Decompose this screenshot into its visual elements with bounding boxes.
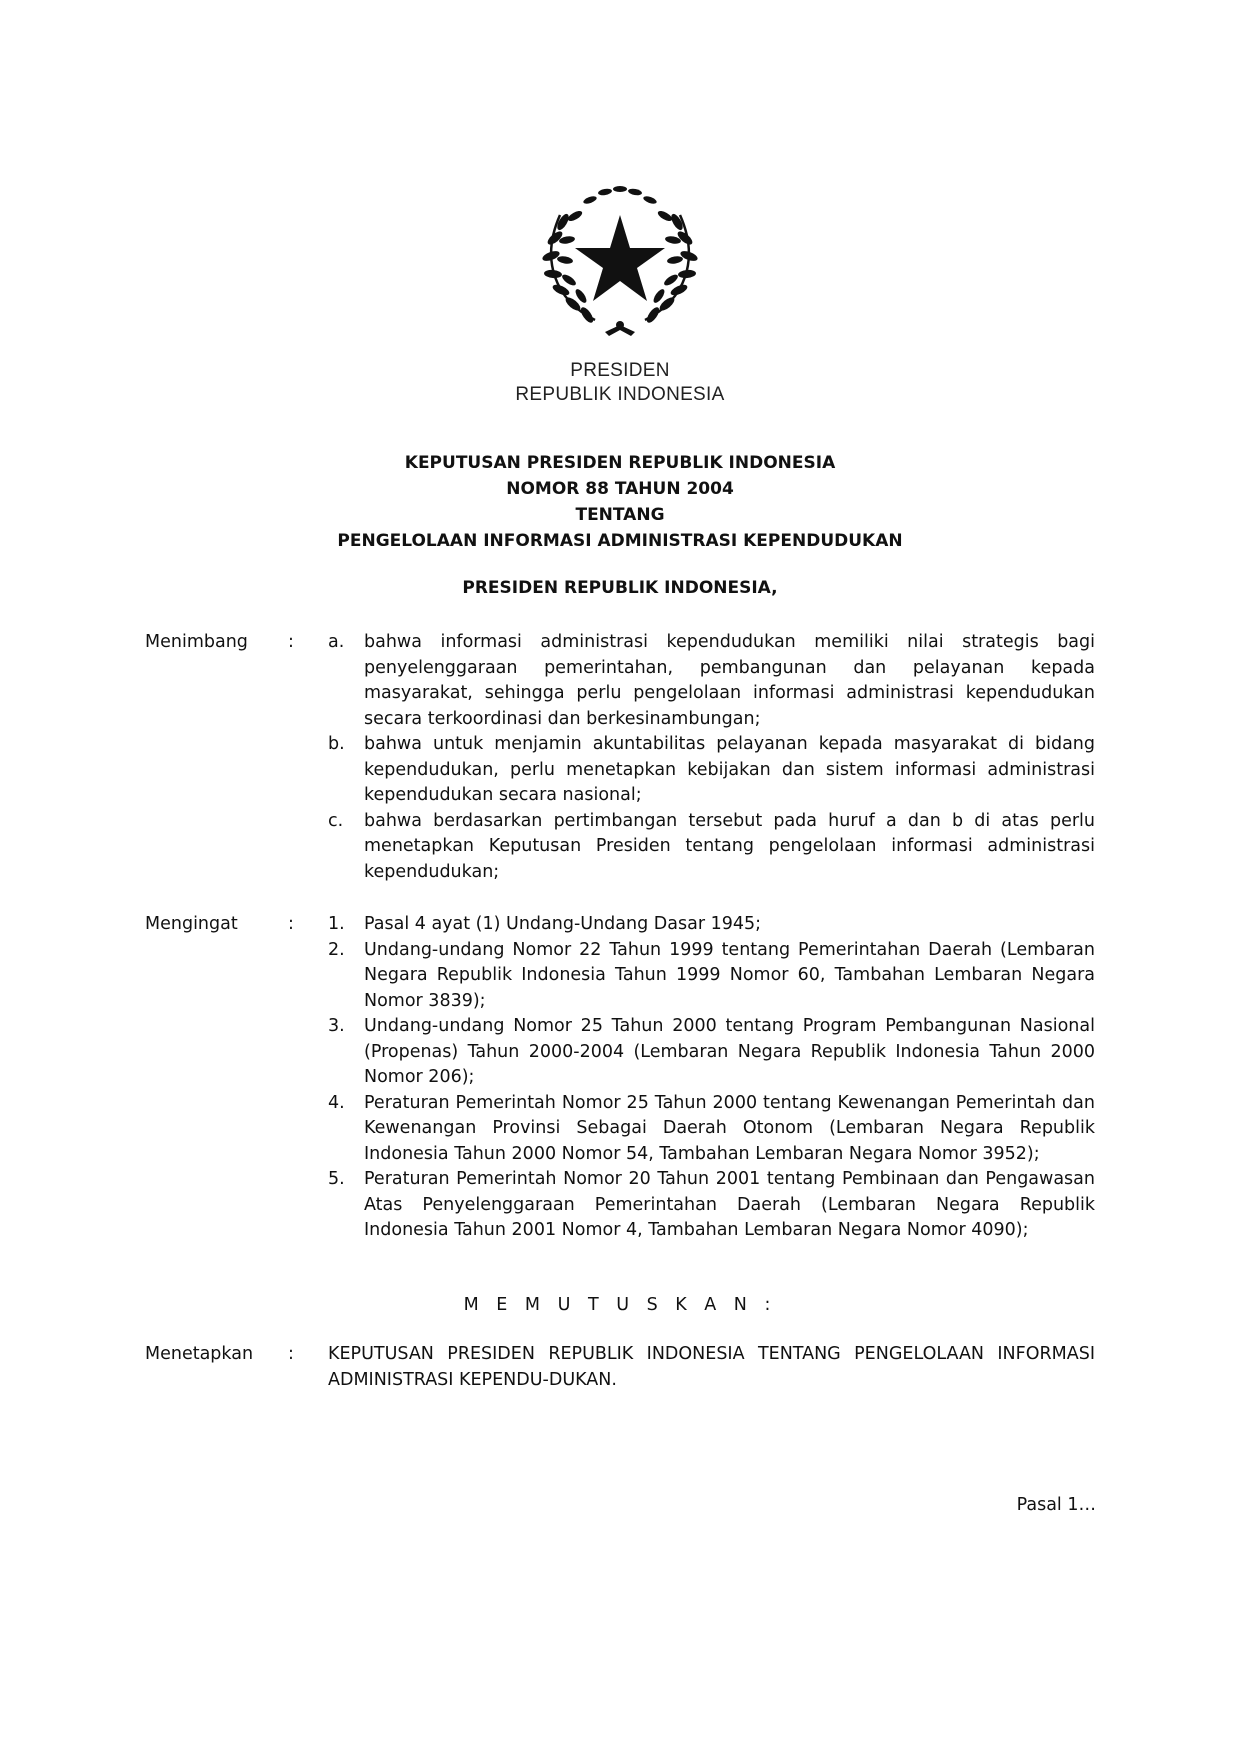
title-line: NOMOR 88 TAHUN 2004 bbox=[506, 479, 734, 499]
list-item bbox=[328, 938, 1095, 1015]
list-item bbox=[328, 1091, 1095, 1168]
presidential-seal-icon bbox=[535, 180, 705, 345]
menetapkan-section bbox=[145, 1342, 1095, 1402]
menetapkan-text: KEPUTUSAN PRESIDEN REPUBLIK INDONESIA TENTANG PENGELOLAAN INFORMASI ADMINISTRASI KEPENDU-DUKAN. bbox=[328, 1344, 1095, 1390]
list-item bbox=[328, 732, 1095, 809]
mengingat-section bbox=[145, 912, 1095, 1272]
list-item bbox=[328, 630, 1095, 732]
item-text: Peraturan Pemerintah Nomor 25 Tahun 2000 tentang Kewenangan Pemerintah dan Kewenangan Provinsi Sebagai Daerah Otonom (Lembaran Negara Republik Indonesia Tahun 2000 Nomor 54, Tambahan Lembaran Negara Nomor 3952); bbox=[364, 1092, 1095, 1164]
opening-line: PRESIDEN REPUBLIK INDONESIA, bbox=[462, 578, 778, 598]
item-text: bahwa berdasarkan pertimbangan tersebut pada huruf a dan b di atas perlu menetapkan Keputusan Presiden tentang pengelolaan informasi administrasi kependudukan; bbox=[364, 810, 1095, 882]
section-label: Menimbang bbox=[145, 632, 248, 652]
item-marker: b. bbox=[328, 734, 345, 754]
section-colon: : bbox=[288, 1344, 294, 1364]
title-line: KEPUTUSAN PRESIDEN REPUBLIK INDONESIA bbox=[404, 453, 836, 473]
item-text: bahwa informasi administrasi kependudukan memiliki nilai strategis bagi penyelenggaraan pemerintahan, pembangunan dan pelayanan kepada masyarakat, sehingga perlu pengelolaan informasi administrasi kependudukan secara terkoordinasi dan berkesinambungan; bbox=[364, 632, 1095, 729]
item-marker: 5. bbox=[328, 1169, 345, 1189]
section-body bbox=[328, 630, 1095, 885]
list-item bbox=[328, 1167, 1095, 1244]
item-text: Undang-undang Nomor 25 Tahun 2000 tentang Program Pembangunan Nasional (Propenas) Tahun 2000-2004 (Lembaran Negara Republik Indonesia Tahun 2000 Nomor 206); bbox=[364, 1016, 1095, 1087]
section-label: Mengingat bbox=[145, 914, 238, 934]
menimbang-section bbox=[145, 630, 1095, 890]
item-marker: 1. bbox=[328, 914, 345, 934]
list-item bbox=[328, 809, 1095, 886]
list-item bbox=[328, 912, 1095, 938]
list-item bbox=[328, 1014, 1095, 1091]
section-colon: : bbox=[288, 632, 294, 652]
item-marker: 2. bbox=[328, 939, 345, 960]
item-text: Undang-undang Nomor 22 Tahun 1999 tentang Pemerintahan Daerah (Lembaran Negara Republik Indonesia Tahun 1999 Nomor 60, Tambahan Lembaran Negara Nomor 3839); bbox=[364, 939, 1095, 1011]
title-line: TENTANG bbox=[575, 505, 665, 525]
item-text: Pasal 4 ayat (1) Undang-Undang Dasar 1945; bbox=[364, 914, 762, 934]
section-label: Menetapkan bbox=[145, 1344, 254, 1364]
office-title: PRESIDEN bbox=[570, 360, 670, 381]
title-line: PENGELOLAAN INFORMASI ADMINISTRASI KEPENDUDUKAN bbox=[337, 531, 903, 551]
item-marker: 3. bbox=[328, 1016, 345, 1036]
page-continuation: Pasal 1… bbox=[1016, 1495, 1096, 1515]
decision-heading: M E M U T U S K A N : bbox=[463, 1295, 777, 1315]
section-colon: : bbox=[288, 914, 294, 934]
item-marker: a. bbox=[328, 632, 345, 652]
section-body bbox=[328, 912, 1095, 1244]
item-marker: c. bbox=[328, 810, 344, 831]
item-text: bahwa untuk menjamin akuntabilitas pelayanan kepada masyarakat di bidang kependudukan, perlu menetapkan kebijakan dan sistem informasi administrasi kependudukan secara nasional; bbox=[364, 734, 1095, 805]
item-text: Peraturan Pemerintah Nomor 20 Tahun 2001 tentang Pembinaan dan Pengawasan Atas Penyelenggaraan Pemerintahan Daerah (Lembaran Negara Republik Indonesia Tahun 2001 Nomor 4, Tambahan Lembaran Negara Nomor 4090); bbox=[364, 1169, 1095, 1240]
decree-title bbox=[220, 450, 1020, 554]
item-marker: 4. bbox=[328, 1092, 345, 1113]
office-subtitle: REPUBLIK INDONESIA bbox=[515, 384, 725, 405]
